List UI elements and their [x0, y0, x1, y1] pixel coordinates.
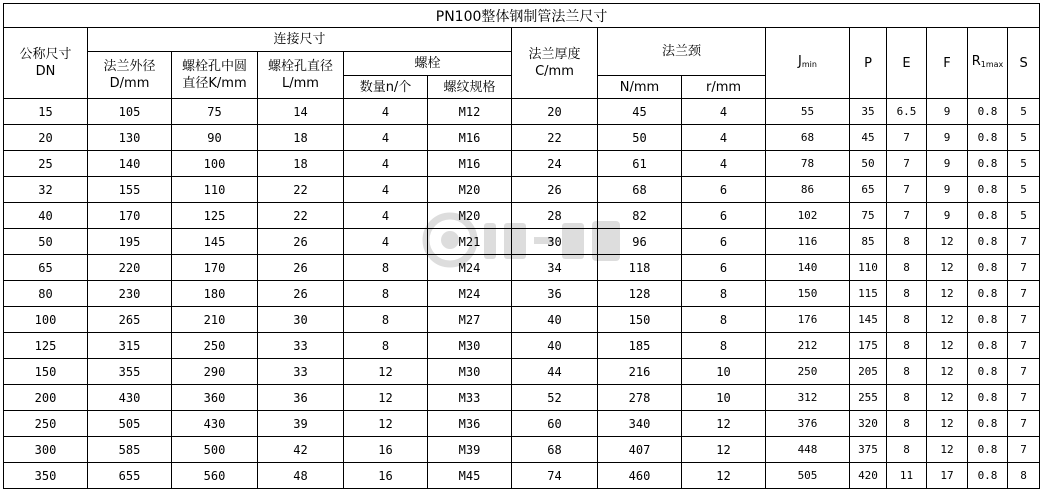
- cell-flange-od: 230: [88, 281, 172, 307]
- cell-thread: M16: [428, 151, 512, 177]
- cell-neck-n: 128: [598, 281, 682, 307]
- table-row: [4, 203, 1040, 229]
- table-row: [4, 281, 1040, 307]
- cell-flange-od: 195: [88, 229, 172, 255]
- cell-bolt-qty: 4: [344, 177, 428, 203]
- cell-f: 12: [927, 359, 968, 385]
- cell-bolt-hole: 39: [258, 411, 344, 437]
- cell-s: 5: [1008, 151, 1040, 177]
- cell-neck-n: 118: [598, 255, 682, 281]
- cell-bolt-hole: 30: [258, 307, 344, 333]
- cell-bolt-circle: 500: [172, 437, 258, 463]
- cell-thickness: 40: [512, 333, 598, 359]
- cell-e: 7: [887, 203, 927, 229]
- cell-bolt-qty: 4: [344, 151, 428, 177]
- cell-bolt-qty: 4: [344, 203, 428, 229]
- header-neck-r: r/mm: [682, 76, 766, 99]
- cell-r1max: 0.8: [968, 177, 1008, 203]
- flange-table-container: [3, 3, 1039, 489]
- cell-neck-n: 82: [598, 203, 682, 229]
- cell-bolt-hole: 48: [258, 463, 344, 489]
- cell-f: 9: [927, 125, 968, 151]
- cell-neck-r: 12: [682, 463, 766, 489]
- cell-bolt-circle: 290: [172, 359, 258, 385]
- cell-dn: 300: [4, 437, 88, 463]
- header-neck-n: N/mm: [598, 76, 682, 99]
- cell-p: 110: [850, 255, 887, 281]
- cell-j-min: 55: [766, 99, 850, 125]
- cell-flange-od: 505: [88, 411, 172, 437]
- cell-f: 9: [927, 151, 968, 177]
- cell-bolt-qty: 12: [344, 385, 428, 411]
- cell-p: 45: [850, 125, 887, 151]
- cell-r1max: 0.8: [968, 151, 1008, 177]
- cell-j-min: 448: [766, 437, 850, 463]
- cell-bolt-circle: 90: [172, 125, 258, 151]
- cell-bolt-circle: 110: [172, 177, 258, 203]
- cell-bolt-circle: 100: [172, 151, 258, 177]
- cell-j-min: 150: [766, 281, 850, 307]
- header-f: F: [927, 28, 968, 99]
- cell-bolt-hole: 22: [258, 203, 344, 229]
- table-row: [4, 125, 1040, 151]
- cell-f: 9: [927, 177, 968, 203]
- cell-thickness: 22: [512, 125, 598, 151]
- cell-neck-n: 216: [598, 359, 682, 385]
- cell-flange-od: 105: [88, 99, 172, 125]
- cell-bolt-hole: 18: [258, 125, 344, 151]
- cell-j-min: 176: [766, 307, 850, 333]
- cell-e: 8: [887, 437, 927, 463]
- header-neck: 法兰颈: [598, 28, 766, 76]
- cell-neck-r: 8: [682, 307, 766, 333]
- cell-flange-od: 130: [88, 125, 172, 151]
- header-dn-label: 公称尺寸: [19, 47, 72, 62]
- cell-neck-n: 460: [598, 463, 682, 489]
- cell-f: 12: [927, 385, 968, 411]
- cell-s: 7: [1008, 229, 1040, 255]
- cell-e: 7: [887, 125, 927, 151]
- cell-r1max: 0.8: [968, 411, 1008, 437]
- cell-thread: M36: [428, 411, 512, 437]
- cell-dn: 50: [4, 229, 88, 255]
- cell-s: 7: [1008, 307, 1040, 333]
- cell-e: 8: [887, 411, 927, 437]
- cell-thickness: 30: [512, 229, 598, 255]
- cell-e: 6.5: [887, 99, 927, 125]
- cell-j-min: 312: [766, 385, 850, 411]
- cell-thread: M33: [428, 385, 512, 411]
- cell-bolt-circle: 250: [172, 333, 258, 359]
- header-flange-od: [88, 52, 172, 99]
- cell-thickness: 36: [512, 281, 598, 307]
- header-thickness-label: 法兰厚度: [528, 47, 581, 62]
- cell-f: 12: [927, 255, 968, 281]
- cell-s: 7: [1008, 255, 1040, 281]
- cell-j-min: 86: [766, 177, 850, 203]
- cell-f: 12: [927, 281, 968, 307]
- table-row: [4, 411, 1040, 437]
- cell-dn: 350: [4, 463, 88, 489]
- cell-bolt-circle: 430: [172, 411, 258, 437]
- cell-e: 8: [887, 385, 927, 411]
- table-body: [4, 99, 1040, 489]
- cell-neck-n: 150: [598, 307, 682, 333]
- cell-dn: 125: [4, 333, 88, 359]
- cell-j-min: 376: [766, 411, 850, 437]
- cell-bolt-hole: 14: [258, 99, 344, 125]
- cell-neck-n: 185: [598, 333, 682, 359]
- cell-neck-r: 6: [682, 255, 766, 281]
- cell-s: 5: [1008, 125, 1040, 151]
- header-dn-unit: DN: [35, 64, 56, 79]
- cell-bolt-qty: 16: [344, 437, 428, 463]
- cell-thread: M20: [428, 177, 512, 203]
- cell-bolt-qty: 4: [344, 229, 428, 255]
- cell-bolt-circle: 75: [172, 99, 258, 125]
- cell-s: 8: [1008, 463, 1040, 489]
- cell-neck-r: 8: [682, 281, 766, 307]
- table-row: [4, 463, 1040, 489]
- cell-flange-od: 220: [88, 255, 172, 281]
- cell-neck-r: 4: [682, 125, 766, 151]
- cell-p: 35: [850, 99, 887, 125]
- cell-thread: M39: [428, 437, 512, 463]
- cell-r1max: 0.8: [968, 203, 1008, 229]
- cell-s: 7: [1008, 281, 1040, 307]
- cell-p: 75: [850, 203, 887, 229]
- cell-thread: M12: [428, 99, 512, 125]
- cell-e: 8: [887, 255, 927, 281]
- cell-dn: 20: [4, 125, 88, 151]
- header-j-min-main: J: [798, 54, 802, 69]
- cell-thread: M20: [428, 203, 512, 229]
- cell-p: 145: [850, 307, 887, 333]
- cell-j-min: 68: [766, 125, 850, 151]
- cell-r1max: 0.8: [968, 385, 1008, 411]
- cell-f: 17: [927, 463, 968, 489]
- cell-j-min: 212: [766, 333, 850, 359]
- cell-dn: 32: [4, 177, 88, 203]
- cell-neck-r: 4: [682, 151, 766, 177]
- cell-p: 115: [850, 281, 887, 307]
- cell-bolt-qty: 8: [344, 255, 428, 281]
- table-row: [4, 99, 1040, 125]
- cell-j-min: 102: [766, 203, 850, 229]
- cell-f: 12: [927, 307, 968, 333]
- cell-thread: M24: [428, 255, 512, 281]
- cell-neck-r: 10: [682, 385, 766, 411]
- cell-r1max: 0.8: [968, 281, 1008, 307]
- header-flange-od-unit: D/mm: [109, 76, 150, 91]
- cell-bolt-hole: 42: [258, 437, 344, 463]
- cell-bolt-qty: 4: [344, 99, 428, 125]
- cell-bolt-hole: 26: [258, 255, 344, 281]
- cell-r1max: 0.8: [968, 463, 1008, 489]
- table-row: [4, 359, 1040, 385]
- cell-s: 5: [1008, 203, 1040, 229]
- cell-e: 7: [887, 151, 927, 177]
- cell-neck-n: 61: [598, 151, 682, 177]
- cell-thickness: 34: [512, 255, 598, 281]
- cell-f: 12: [927, 229, 968, 255]
- header-bolt-circle: [172, 52, 258, 99]
- cell-r1max: 0.8: [968, 307, 1008, 333]
- cell-bolt-hole: 26: [258, 281, 344, 307]
- table-row: [4, 255, 1040, 281]
- cell-dn: 40: [4, 203, 88, 229]
- header-bolt-circle-unit: 直径K/mm: [182, 76, 247, 91]
- header-j-min-sub: min: [801, 60, 817, 69]
- cell-r1max: 0.8: [968, 229, 1008, 255]
- cell-p: 205: [850, 359, 887, 385]
- cell-bolt-qty: 16: [344, 463, 428, 489]
- cell-e: 8: [887, 281, 927, 307]
- header-thickness-unit: C/mm: [535, 64, 574, 79]
- cell-e: 8: [887, 229, 927, 255]
- cell-flange-od: 265: [88, 307, 172, 333]
- cell-neck-r: 12: [682, 437, 766, 463]
- cell-e: 7: [887, 177, 927, 203]
- cell-p: 320: [850, 411, 887, 437]
- header-thickness: [512, 28, 598, 99]
- cell-bolt-circle: 210: [172, 307, 258, 333]
- table-row: [4, 177, 1040, 203]
- cell-p: 420: [850, 463, 887, 489]
- header-r1max-sub: 1max: [980, 60, 1004, 69]
- cell-r1max: 0.8: [968, 255, 1008, 281]
- flange-dimension-table: [3, 3, 1040, 489]
- cell-r1max: 0.8: [968, 359, 1008, 385]
- cell-neck-n: 45: [598, 99, 682, 125]
- header-r1max-main: R: [971, 54, 981, 69]
- cell-s: 7: [1008, 437, 1040, 463]
- header-j-min: [766, 28, 850, 99]
- cell-thread: M16: [428, 125, 512, 151]
- cell-p: 375: [850, 437, 887, 463]
- cell-j-min: 250: [766, 359, 850, 385]
- cell-bolt-hole: 33: [258, 359, 344, 385]
- cell-neck-n: 50: [598, 125, 682, 151]
- cell-e: 8: [887, 333, 927, 359]
- cell-bolt-qty: 12: [344, 411, 428, 437]
- cell-thickness: 28: [512, 203, 598, 229]
- cell-dn: 65: [4, 255, 88, 281]
- cell-flange-od: 585: [88, 437, 172, 463]
- cell-dn: 250: [4, 411, 88, 437]
- cell-r1max: 0.8: [968, 125, 1008, 151]
- cell-j-min: 78: [766, 151, 850, 177]
- header-flange-od-label: 法兰外径: [103, 59, 156, 74]
- cell-neck-n: 68: [598, 177, 682, 203]
- cell-e: 8: [887, 307, 927, 333]
- cell-e: 8: [887, 359, 927, 385]
- cell-neck-n: 96: [598, 229, 682, 255]
- cell-neck-r: 6: [682, 229, 766, 255]
- cell-bolt-hole: 22: [258, 177, 344, 203]
- cell-s: 7: [1008, 411, 1040, 437]
- cell-thickness: 74: [512, 463, 598, 489]
- header-connection: 连接尺寸: [88, 28, 512, 52]
- header-r1max: [968, 28, 1008, 99]
- header-e: E: [887, 28, 927, 99]
- cell-s: 7: [1008, 333, 1040, 359]
- cell-bolt-qty: 8: [344, 307, 428, 333]
- cell-r1max: 0.8: [968, 333, 1008, 359]
- cell-bolt-hole: 18: [258, 151, 344, 177]
- cell-dn: 80: [4, 281, 88, 307]
- cell-p: 255: [850, 385, 887, 411]
- cell-p: 50: [850, 151, 887, 177]
- cell-flange-od: 155: [88, 177, 172, 203]
- cell-r1max: 0.8: [968, 99, 1008, 125]
- cell-thickness: 20: [512, 99, 598, 125]
- cell-thickness: 52: [512, 385, 598, 411]
- cell-f: 9: [927, 203, 968, 229]
- table-row: [4, 229, 1040, 255]
- cell-thread: M27: [428, 307, 512, 333]
- cell-thickness: 24: [512, 151, 598, 177]
- cell-p: 175: [850, 333, 887, 359]
- table-row: [4, 437, 1040, 463]
- table-title: PN100整体钢制管法兰尺寸: [4, 4, 1040, 28]
- cell-j-min: 140: [766, 255, 850, 281]
- cell-thickness: 60: [512, 411, 598, 437]
- cell-bolt-qty: 12: [344, 359, 428, 385]
- header-bolt: 螺栓: [344, 52, 512, 76]
- cell-thread: M21: [428, 229, 512, 255]
- cell-thickness: 26: [512, 177, 598, 203]
- cell-thread: M30: [428, 333, 512, 359]
- table-row: [4, 333, 1040, 359]
- cell-bolt-hole: 36: [258, 385, 344, 411]
- cell-f: 12: [927, 411, 968, 437]
- cell-neck-n: 278: [598, 385, 682, 411]
- cell-bolt-qty: 8: [344, 281, 428, 307]
- cell-dn: 15: [4, 99, 88, 125]
- cell-bolt-qty: 8: [344, 333, 428, 359]
- cell-dn: 150: [4, 359, 88, 385]
- cell-f: 12: [927, 437, 968, 463]
- header-p: P: [850, 28, 887, 99]
- cell-e: 11: [887, 463, 927, 489]
- cell-dn: 200: [4, 385, 88, 411]
- cell-thread: M24: [428, 281, 512, 307]
- cell-neck-r: 12: [682, 411, 766, 437]
- cell-f: 12: [927, 333, 968, 359]
- header-s: S: [1008, 28, 1040, 99]
- cell-neck-r: 6: [682, 203, 766, 229]
- cell-p: 85: [850, 229, 887, 255]
- table-row: [4, 307, 1040, 333]
- cell-flange-od: 315: [88, 333, 172, 359]
- cell-f: 9: [927, 99, 968, 125]
- header-bolt-hole: [258, 52, 344, 99]
- cell-thickness: 68: [512, 437, 598, 463]
- cell-p: 65: [850, 177, 887, 203]
- cell-bolt-hole: 33: [258, 333, 344, 359]
- cell-neck-r: 4: [682, 99, 766, 125]
- cell-thread: M30: [428, 359, 512, 385]
- cell-s: 5: [1008, 99, 1040, 125]
- cell-flange-od: 655: [88, 463, 172, 489]
- cell-flange-od: 355: [88, 359, 172, 385]
- cell-j-min: 116: [766, 229, 850, 255]
- cell-flange-od: 170: [88, 203, 172, 229]
- cell-bolt-circle: 125: [172, 203, 258, 229]
- table-row: [4, 151, 1040, 177]
- header-thread: 螺纹规格: [428, 76, 512, 99]
- header-bolt-hole-unit: L/mm: [282, 76, 319, 91]
- cell-neck-r: 6: [682, 177, 766, 203]
- cell-j-min: 505: [766, 463, 850, 489]
- cell-thread: M45: [428, 463, 512, 489]
- cell-thickness: 40: [512, 307, 598, 333]
- cell-bolt-qty: 4: [344, 125, 428, 151]
- table-row: [4, 385, 1040, 411]
- cell-s: 5: [1008, 177, 1040, 203]
- cell-neck-r: 8: [682, 333, 766, 359]
- cell-neck-r: 10: [682, 359, 766, 385]
- cell-flange-od: 430: [88, 385, 172, 411]
- header-bolt-qty: 数量n/个: [344, 76, 428, 99]
- cell-flange-od: 140: [88, 151, 172, 177]
- cell-bolt-hole: 26: [258, 229, 344, 255]
- cell-neck-n: 340: [598, 411, 682, 437]
- cell-thickness: 44: [512, 359, 598, 385]
- cell-bolt-circle: 360: [172, 385, 258, 411]
- cell-bolt-circle: 180: [172, 281, 258, 307]
- header-dn: [4, 28, 88, 99]
- cell-dn: 100: [4, 307, 88, 333]
- cell-dn: 25: [4, 151, 88, 177]
- cell-neck-n: 407: [598, 437, 682, 463]
- cell-s: 7: [1008, 359, 1040, 385]
- cell-r1max: 0.8: [968, 437, 1008, 463]
- header-bolt-hole-label: 螺栓孔直径: [267, 59, 333, 74]
- cell-s: 7: [1008, 385, 1040, 411]
- header-bolt-circle-label: 螺栓孔中圆: [181, 59, 247, 74]
- cell-bolt-circle: 145: [172, 229, 258, 255]
- cell-bolt-circle: 170: [172, 255, 258, 281]
- cell-bolt-circle: 560: [172, 463, 258, 489]
